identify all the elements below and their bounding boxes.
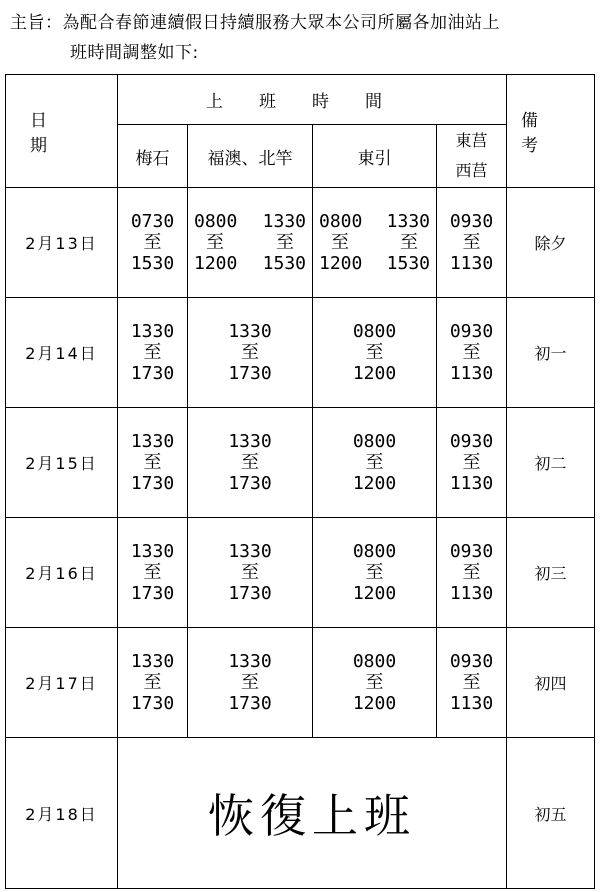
hours-dongyin [313, 408, 437, 518]
hours-dongju-xiju [437, 298, 507, 408]
start-time: 1330 [130, 321, 175, 342]
station-meishi: 梅石 [118, 125, 188, 188]
end-time: 1130 [449, 253, 494, 274]
hours-dongju-xiju [437, 518, 507, 628]
end-time: 1200 [194, 253, 238, 274]
notes-header: 備考 [507, 75, 595, 188]
header-row-1 [6, 75, 595, 125]
hours-meishi [118, 408, 188, 518]
row-date: 2月17日 [6, 628, 118, 738]
to-label: 至 [241, 452, 259, 473]
to-label: 至 [143, 452, 162, 473]
start-time: 0930 [449, 321, 494, 342]
to-label: 至 [143, 672, 162, 693]
table-row [6, 628, 595, 738]
table-row [6, 518, 595, 628]
hours-fuao-beigan [188, 408, 313, 518]
end-time: 1130 [449, 583, 494, 604]
row-date: 2月13日 [6, 188, 118, 298]
end-time: 1730 [130, 363, 175, 384]
subject-line-2: 班時間調整如下: [70, 43, 199, 63]
start-time: 1330 [130, 541, 175, 562]
to-label: 至 [331, 232, 349, 253]
start-time: 0930 [449, 541, 494, 562]
table-row [6, 738, 595, 889]
table-row [6, 298, 595, 408]
end-time: 1730 [130, 693, 175, 714]
hours-meishi [118, 628, 188, 738]
end-time: 1730 [130, 473, 175, 494]
end-time: 1200 [319, 253, 363, 274]
station-dongju-xiju [437, 125, 507, 188]
start-time: 0800 [352, 651, 397, 672]
row-note: 初五 [507, 738, 595, 889]
row-date: 2月15日 [6, 408, 118, 518]
end-time: 1530 [386, 253, 430, 274]
to-label: 至 [143, 562, 162, 583]
to-label: 至 [206, 232, 224, 253]
end-time: 1730 [130, 583, 175, 604]
row-note: 初一 [507, 298, 595, 408]
end-time: 1130 [449, 473, 494, 494]
to-label: 至 [276, 232, 294, 253]
hours-meishi [118, 188, 188, 298]
end-time: 1730 [228, 473, 272, 494]
to-label: 至 [462, 452, 481, 473]
to-label: 至 [241, 342, 259, 363]
start-time: 0930 [449, 651, 494, 672]
work-hours-header: 上班時間 [118, 75, 507, 125]
start-time: 0930 [449, 211, 494, 232]
row-note: 初二 [507, 408, 595, 518]
end-time: 1200 [352, 363, 397, 384]
station-dongyin: 東引 [313, 125, 437, 188]
to-label: 至 [462, 672, 481, 693]
hours-fuao-beigan [188, 298, 313, 408]
hours-dongju-xiju [437, 188, 507, 298]
start-time: 1330 [130, 431, 175, 452]
subject-text [10, 8, 600, 68]
row-note: 除夕 [507, 188, 595, 298]
to-label: 至 [400, 232, 418, 253]
hours-meishi [118, 298, 188, 408]
to-label: 至 [365, 562, 384, 583]
start-time: 0800 [194, 211, 238, 232]
start-time: 0730 [130, 211, 175, 232]
hours-dongju-xiju [437, 408, 507, 518]
start-time: 1330 [228, 541, 272, 562]
row-date: 2月16日 [6, 518, 118, 628]
table-row [6, 408, 595, 518]
hours-fuao-beigan [188, 628, 313, 738]
hours-fuao-beigan [188, 518, 313, 628]
end-time: 1530 [130, 253, 175, 274]
to-label: 至 [143, 232, 162, 253]
to-label: 至 [365, 672, 384, 693]
start-time: 1330 [386, 211, 430, 232]
start-time: 1330 [262, 211, 306, 232]
to-label: 至 [365, 342, 384, 363]
to-label: 至 [241, 562, 259, 583]
start-time: 1330 [228, 321, 272, 342]
row-note: 初四 [507, 628, 595, 738]
schedule-table [5, 74, 595, 889]
hours-fuao-beigan [188, 188, 313, 298]
station-dongju: 東莒 [455, 131, 488, 150]
hours-dongju-xiju [437, 628, 507, 738]
row-date: 2月14日 [6, 298, 118, 408]
end-time: 1130 [449, 363, 494, 384]
start-time: 0930 [449, 431, 494, 452]
date-header: 日期 [6, 75, 118, 188]
hours-dongyin [313, 628, 437, 738]
to-label: 至 [462, 342, 481, 363]
start-time: 0800 [352, 541, 397, 562]
subject-line-1: 主旨：為配合春節連續假日持續服務大眾本公司所屬各加油站上 [10, 13, 500, 33]
hours-dongyin [313, 518, 437, 628]
end-time: 1730 [228, 583, 272, 604]
start-time: 1330 [228, 651, 272, 672]
end-time: 1200 [352, 473, 397, 494]
station-xiju: 西莒 [455, 161, 488, 180]
to-label: 至 [462, 232, 481, 253]
start-time: 0800 [352, 321, 397, 342]
end-time: 1200 [352, 693, 397, 714]
hours-meishi [118, 518, 188, 628]
table-row [6, 188, 595, 298]
to-label: 至 [143, 342, 162, 363]
start-time: 0800 [319, 211, 363, 232]
row-date: 2月18日 [6, 738, 118, 889]
to-label: 至 [365, 452, 384, 473]
start-time: 1330 [228, 431, 272, 452]
end-time: 1130 [449, 693, 494, 714]
hours-dongyin [313, 188, 437, 298]
end-time: 1200 [352, 583, 397, 604]
start-time: 1330 [130, 651, 175, 672]
to-label: 至 [462, 562, 481, 583]
end-time: 1730 [228, 693, 272, 714]
start-time: 0800 [352, 431, 397, 452]
station-fuao-beigan: 福澳、北竿 [188, 125, 313, 188]
resume-work-message: 恢復上班 [118, 738, 507, 889]
end-time: 1530 [262, 253, 306, 274]
end-time: 1730 [228, 363, 272, 384]
row-note: 初三 [507, 518, 595, 628]
hours-dongyin [313, 298, 437, 408]
to-label: 至 [241, 672, 259, 693]
